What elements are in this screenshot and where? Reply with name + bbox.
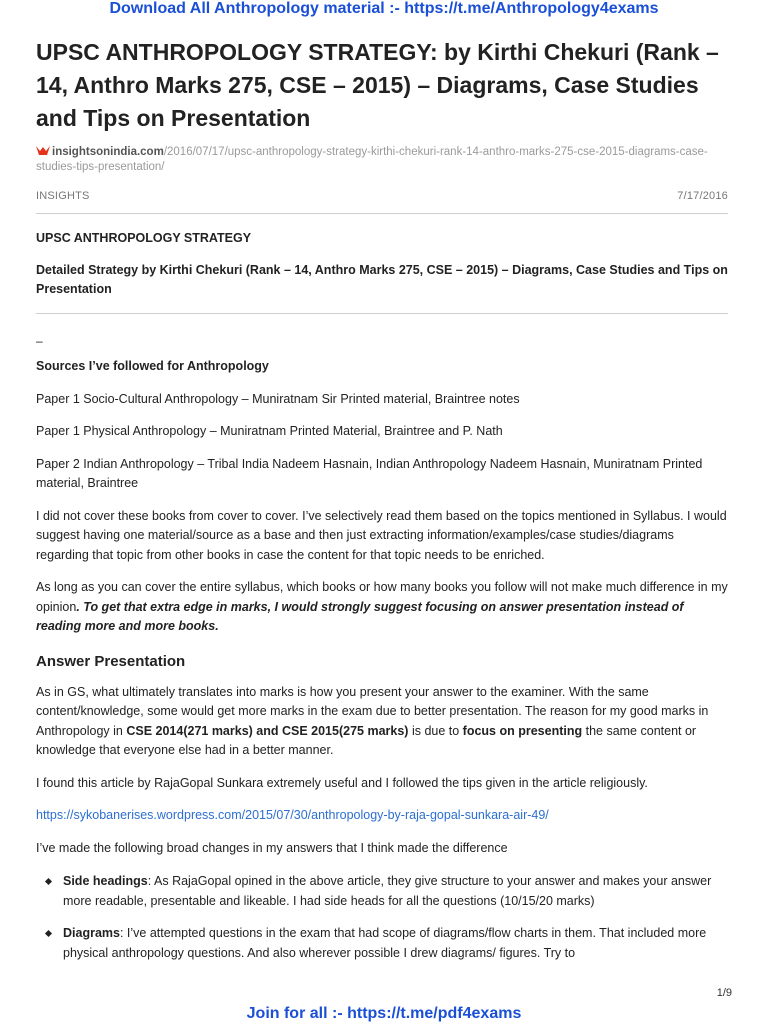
source-url[interactable] xyxy=(36,145,728,175)
section-heading: UPSC ANTHROPOLOGY STRATEGY xyxy=(36,231,252,245)
syllabus-text: As long as you can cover the entire syllabus, which books or how many books you follow will not make much difference in my opinion xyxy=(36,580,728,614)
join-banner[interactable]: Join for all :- https://t.me/pdf4exams xyxy=(246,1005,522,1022)
gs-bold-focus: focus on presenting xyxy=(462,723,583,738)
bullet-title: Side headings xyxy=(63,874,148,888)
subtitle: Detailed Strategy by Kirthi Chekuri (Rank – 14, Anthro Marks 275, CSE – 2015) – Diagrams, Case Studies and Tips on Presentation xyxy=(36,263,728,296)
list-item xyxy=(36,872,728,911)
meta-row xyxy=(36,190,728,202)
paragraph-cover: I did not cover these books from cover to cover. I’ve selectively read them based on the topics mentioned in Syllabus. I would suggest having one material/source as a base and then just extracting information/examples/case studies/diagrams regarding that topic from other books in case the content for that topic needs to be enriched. xyxy=(36,508,727,562)
article-link[interactable]: https://sykobanerises.wordpress.com/2015/07/30/anthropology-by-raja-gopal-sunkara-air-49/ xyxy=(36,808,549,822)
download-banner[interactable]: Download All Anthropology material :- https://t.me/Anthropology4exams xyxy=(109,0,659,17)
dash-mark: – xyxy=(36,334,43,348)
paper1-physical: Paper 1 Physical Anthropology – Muniratnam Printed Material, Braintree and P. Nath xyxy=(36,424,503,438)
answer-presentation-heading: Answer Presentation xyxy=(36,652,186,670)
article-page xyxy=(36,36,728,976)
paper1-socio: Paper 1 Socio-Cultural Anthropology – Muniratnam Sir Printed material, Braintree notes xyxy=(36,391,520,406)
bullet-text: : As RajaGopal opined in the above article, they give structure to your answer and makes your answer more readable, presentable and likeable. I had side heads for all the questions (10/15/20 marks) xyxy=(63,874,712,908)
diamond-bullet-icon xyxy=(45,930,52,937)
gs-text-2: is due to xyxy=(408,723,463,738)
diamond-bullet-icon xyxy=(45,878,52,885)
sources-heading: Sources I’ve followed for Anthropology xyxy=(36,359,269,373)
gs-text-3: the same content or knowledge that everyone else had in a better manner. xyxy=(36,723,697,757)
paragraph-article: I found this article by RajaGopal Sunkara extremely useful and I followed the tips given in the article religiously. xyxy=(36,775,648,790)
changes-list xyxy=(36,872,728,963)
bullet-title: Diagrams xyxy=(63,926,120,940)
divider xyxy=(36,213,728,214)
page-number: 1/9 xyxy=(716,987,732,999)
gs-bold-marks: CSE 2014(271 marks) and CSE 2015(275 marks) xyxy=(126,723,409,738)
source-site: insightsonindia.com xyxy=(52,146,164,158)
paper2-indian: Paper 2 Indian Anthropology – Tribal India Nadeem Hasnain, Indian Anthropology Nadeem Hasnain, Muniratnam Printed material, Braintree xyxy=(36,456,703,490)
bullet-text: : I’ve attempted questions in the exam that had scope of diagrams/flow charts in them. That included more physical anthropology questions. And also wherever possible I drew diagrams/ figures. Try to xyxy=(63,926,707,960)
article-title: UPSC ANTHROPOLOGY STRATEGY: by Kirthi Chekuri (Rank – 14, Anthro Marks 275, CSE – 2015) – Diagrams, Case Studies and Tips on Presentation xyxy=(36,39,719,131)
syllabus-emphasis: . To get that extra edge in marks, I would strongly suggest focusing on answer presentation instead of reading more and more books. xyxy=(36,599,684,633)
insights-logo-icon xyxy=(36,145,50,156)
gs-text-1: As in GS, what ultimately translates into marks is how you present your answer to the examiner. With the same content/knowledge, some would get more marks in the exam due to better presentation. The reason for my good marks in Anthropology in xyxy=(36,684,709,738)
paragraph-gs xyxy=(36,683,728,761)
author-label: INSIGHTS xyxy=(36,190,90,202)
list-item xyxy=(36,924,728,963)
divider xyxy=(36,313,728,314)
paragraph-changes: I’ve made the following broad changes in my answers that I think made the difference xyxy=(36,840,508,855)
post-date: 7/17/2016 xyxy=(677,190,728,202)
source-path: /2016/07/17/upsc-anthropology-strategy-kirthi-chekuri-rank-14-anthro-marks-275-cse-2015-diagrams-case-studies-tips-presentation/ xyxy=(36,146,708,173)
paragraph-syllabus xyxy=(36,578,728,637)
